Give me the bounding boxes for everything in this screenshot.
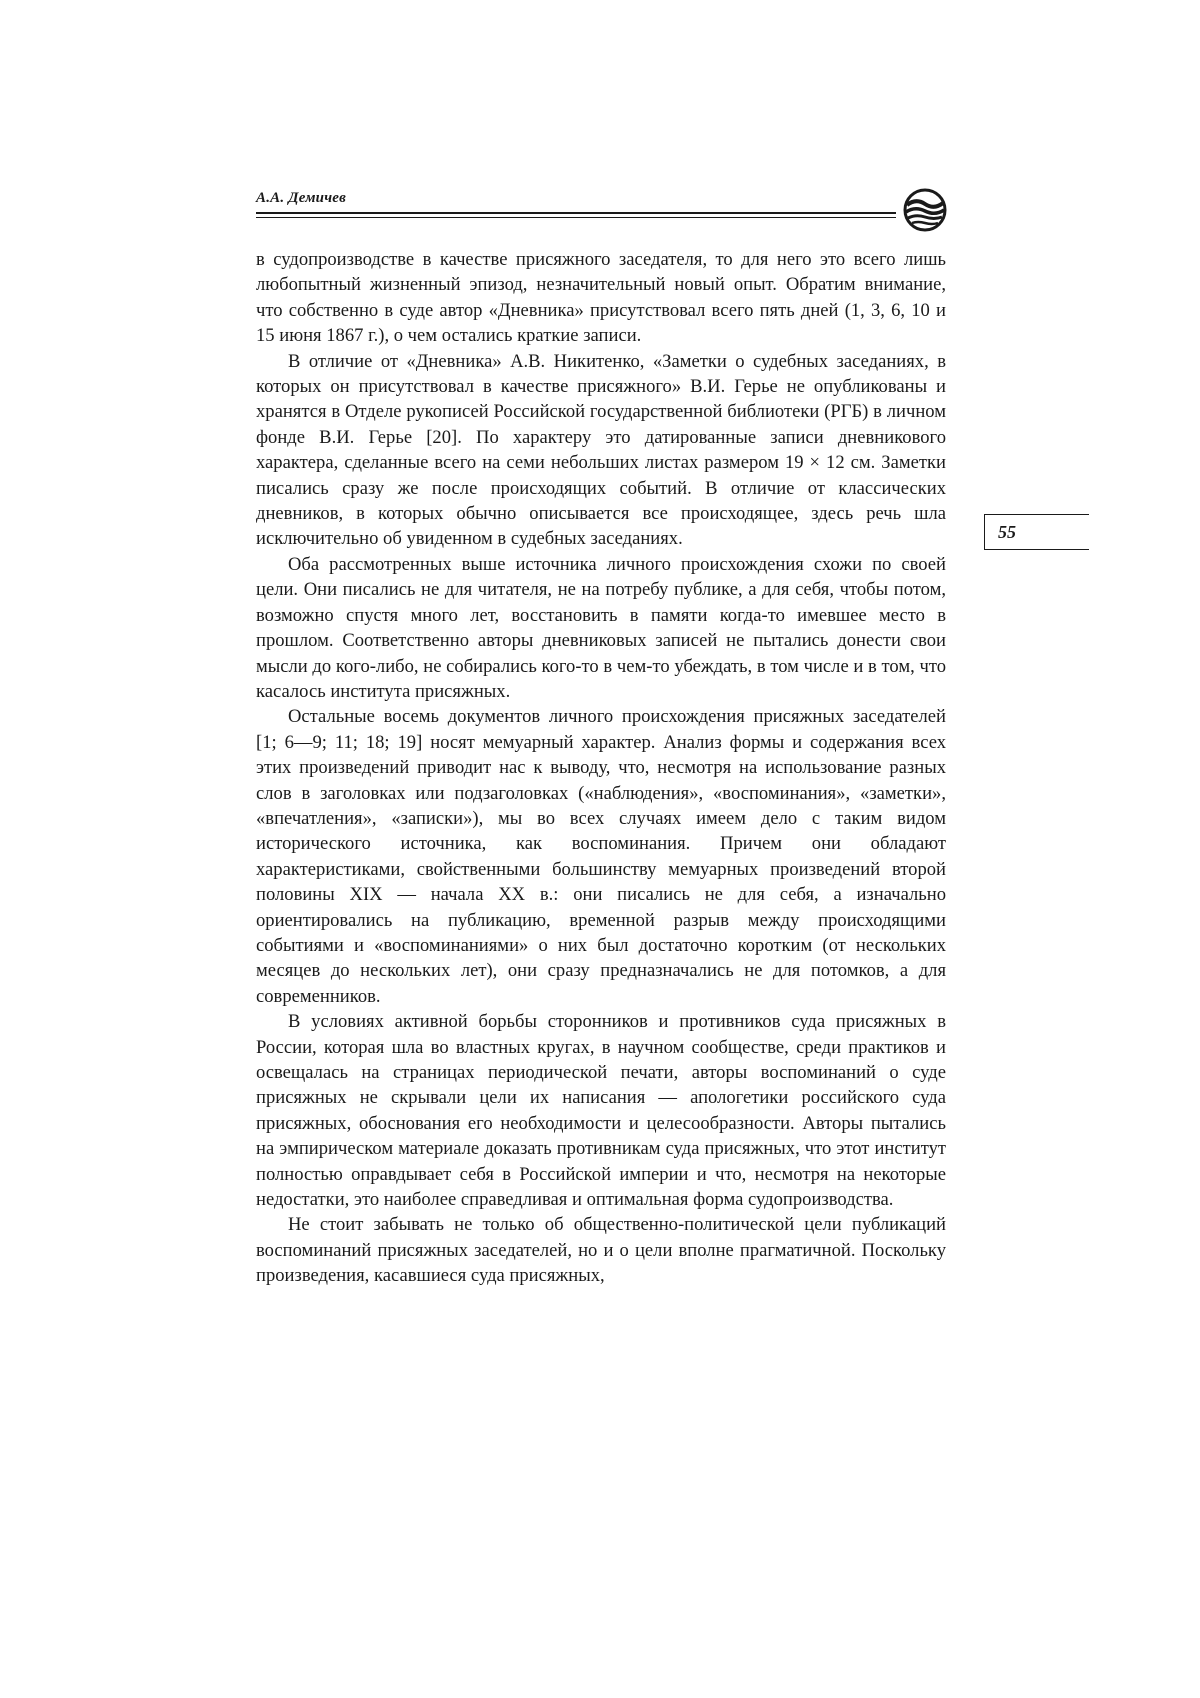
page-number-rule-bottom [984,549,1089,550]
page-number-box [984,514,1089,550]
page-number: 55 [998,522,1016,542]
paragraph-1: в судопроизводстве в качестве присяжного заседателя, то для него это всего лишь любопытный жизненный эпизод, незначительный новый опыт. Обратим внимание, что собственно в суде автор «Дневника» присутствовал всего пять дней (1, 3, 6, 10 и 15 июня 1867 г.), о чем остались краткие записи. [256,249,946,347]
running-head-author: А.А. Демичев [256,190,347,206]
paragraph-5: В условиях активной борьбы сторонников и противников суда присяжных в России, которая шла во властных кругах, в научном сообществе, среди практиков и освещалась на страницах периодической печати, авторы воспоминаний о суде присяжных не скрывали цели их написания — апологетики российского суда присяжных, обоснования его необходимости и целесообразности. Авторы пытались на эмпирическом материале доказать противникам суда присяжных, что этот институт полностью оправдывает себя в Российской империи и что, несмотря на некоторые недостатки, это наиболее справедливая и оптимальная форма судопроизводства. [256,1011,946,1211]
page-number-rule-top [984,514,1089,515]
paragraph-6: Не стоит забывать не только об общественно-политической цели публикаций воспоминаний присяжных заседателей, но и о цели вполне прагматичной. Поскольку произведения, касавшиеся суда присяжных, [256,1214,946,1287]
paragraph-2: В отличие от «Дневника» А.В. Никитенко, «Заметки о судебных заседаниях, в которых он присутствовал в качестве присяжного» В.И. Герье не опубликованы и хранятся в Отделе рукописей Российской государственной библиотеки (РГБ) в личном фонде В.И. Герье [20]. По характеру это датированные записи дневникового характера, сделанные всего на семи небольших листах размером 19 × 12 см. Заметки писались сразу же после происходящих событий. В отличие от классических дневников, в которых обычно описывается все происходящее, здесь речь шла исключительно об увиденном в судебных заседаниях. [256,350,946,550]
body-text [256,247,946,1289]
running-head [256,190,896,230]
paragraph-4: Остальные восемь документов личного происхождения присяжных заседателей [1; 6—9; 11; 18; 19] носят мемуарный характер. Анализ формы и содержания всех этих произведений приводит нас к выводу, что, несмотря на использование разных слов в заголовках или подзаголовках («наблюдения», «воспоминания», «заметки», «впечатления», «записки»), мы во всех случаях имеем дело с таким видом исторического источника, как воспоминания. Причем они обладают характеристиками, свойственными большинству мемуарных произведений второй половины XIX — начала XX в.: они писались не для себя, а изначально ориентировались на публикацию, временной разрыв между происходящими событиями и «воспоминаниями» о них был достаточно коротким (от нескольких месяцев до нескольких лет), они сразу предназначались не для потомков, а для современников. [256,706,946,1007]
paragraph-3: Оба рассмотренных выше источника личного происхождения схожи по своей цели. Они писались не для читателя, не на потребу публике, а для себя, чтобы потом, возможно спустя много лет, восстановить в памяти когда-то имевшее место в прошлом. Соответственно авторы дневниковых записей не пытались донести свои мысли до кого-либо, не собирались кого-то в чем-то убеждать, в том числе и в том, что касалось института присяжных. [256,553,946,702]
page-number-rule-left [984,514,985,550]
running-head-rule-thick [256,212,896,214]
running-head-rule-thin [256,217,896,218]
journal-wave-logo-icon [902,187,948,233]
